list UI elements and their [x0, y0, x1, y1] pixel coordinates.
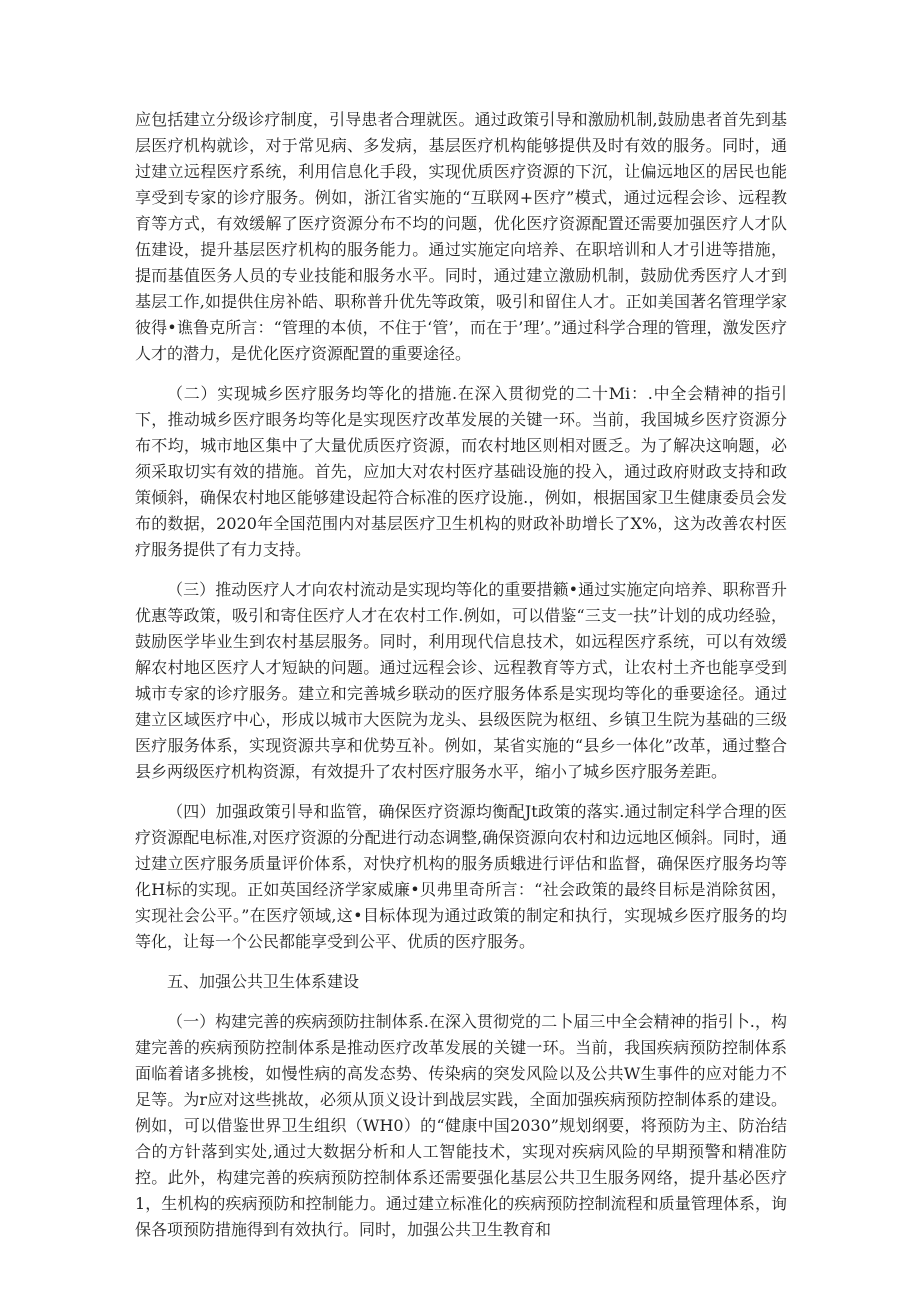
paragraph-urban-rural-equalization: （二）实现城乡医疗服务均等化的措施.在深入贯彻党的二十Mi：.中全会精神的指引下，推动城乡医疗眼务均等化是实现医疗改革发展的关键一环。当前，我国城乡医疗资源分布不均，城市地区集中了大量优质医疗资源，而农村地区则相对匮乏。为了解决这响题，必须采取切实有效的措施。首先，应加大对农村医疗基础设施的投入，通过政府财政支持和政策倾斜，确保农村地区能够建设起符合标准的医疗设施.，例如，根据国家卫生健康委员会发布的数据，2020年全国范围内对基层医疗卫生机构的财政补助增长了X%，这为改善农村医疗服务提供了有力支持。 [135, 384, 787, 559]
document-body [135, 107, 787, 1243]
paragraph-medical-resource-allocation: 应包括建立分级诊疗制度，引导患者合理就医。通过政策引导和激励机制,鼓励患者首先到基层医疗机构就诊，对于常见病、多发病，基层医疗机构能够提供及时有效的服务。同时，通过建立远程医疗系统，利用信息化手段，实现优质医疗资源的下沉，让偏远地区的居民也能享受到专家的诊疗服务。例如，浙江省实施的“互联网+医疗”模式，通过远程会诊、远程教育等方式，有效缓解了医疗资源分布不均的问题，优化医疗资源配置还需要加强医疗人才队伍建设，提升基层医疗机构的服务能力。通过实施定向培养、在职培训和人才引进等措施，提而基值医务人员的专业技能和服务水平。同时，通过建立激励机制，鼓励优秀医疗人才到基层工作,如提供住房补皓、职称普升优先等政策，吸引和留住人才。正如美国著名管理学家彼得•谯鲁克所言：“管理的本侦，不住于‘管’，而在于’理’。”通过科学合理的管理，激发医疗人才的潜力，是优化医疗资源配置的重要途径。 [135, 110, 787, 363]
paragraph-disease-prevention-system: （一）构建完善的疾病颈防拄制体系.在深入贯彻党的二卜届三中全会精神的指引卜.，构建完善的疾病预防控制体系是推动医疗改革发展的关键一环。当前，我国疾病预防控制体系面临着诸多挑梭，如慢性病的高发态势、传染病的突发风险以及公共W生事件的应对能力不足等。为r应对这些挑故，必须从顶义设计到战层实践，全面加强疾病预防控制体系的建设。例如，可以借鉴世界卫生组织（WH0）的“健康中国2030”规划纲要，将预防为主、防治结合的方针落到实处,通过大数据分析和人工智能技术，实现对疾病风险的早期预警和精准防控。此外，构建完善的疾病预防控制体系还需要强化基层公共卫生服务网络，提升基必医疗1，生机构的疾病预防和控制能力。通过建立标准化的疾病预防控制流程和质量管理体系，询保各项预防措施得到有效执行。同时，加强公共卫生教育和 [135, 1012, 787, 1239]
paragraph-policy-guidance-supervision: （四）加强政策引导和监管，确保医疗资源均衡配Jt政策的落实.通过制定科学合理的医疗资源配电标准,对医疗资源的分配进行动态调整,确保资源向农村和边远地区倾斜。同时，通过建立医疗服务质量评价体系，对快疗机构的服务质蛾进行评估和监督，确保医疗服务均等化H标的实现。正如英国经济学家威廉•贝弗里奇所言：“社会政策的最终目标是消除贫困，实现社会公平。”在医疗领域,这•目标体现为通过政策的制定和执行，实现城乡医疗服务的均等化，让每一个公民都能享受到公平、优质的医疗服务。 [135, 802, 787, 951]
paragraph-talent-flow-to-rural: （三）推动医疗人才向农村流动是实现均等化的重要措籁•通过实施定向培养、职称晋升优惠等政策，吸引和寄住医疗人才在农村工作.例如，可以借鉴“三支一扶”计划的成功经验，鼓励医学毕业生到农村基层服务。同时，利用现代信息技术，如远程医疗系统，可以有效缓解农村地区医疗人才短缺的问题。通过远程会诊、远程教育等方式，让农村土齐也能享受到城市专家的诊疗服务。建立和完善城乡联动的医疗服务体系是实现均等化的垂要途径。通过建立区域医疗中心，形成以城市大医院为龙头、县级医院为枢纽、乡镇卫生院为基础的三级医疗服务体系，实现资源共享和优势互补。例如，某省实施的“县乡一体化”改革，通过整合县乡两级医疗机构资源，有效提升了农村医疗服务水平，缩小了城乡医疗服务差距。 [135, 580, 787, 781]
section-heading-public-health: 五、加强公共卫生体系建设 [167, 972, 360, 991]
